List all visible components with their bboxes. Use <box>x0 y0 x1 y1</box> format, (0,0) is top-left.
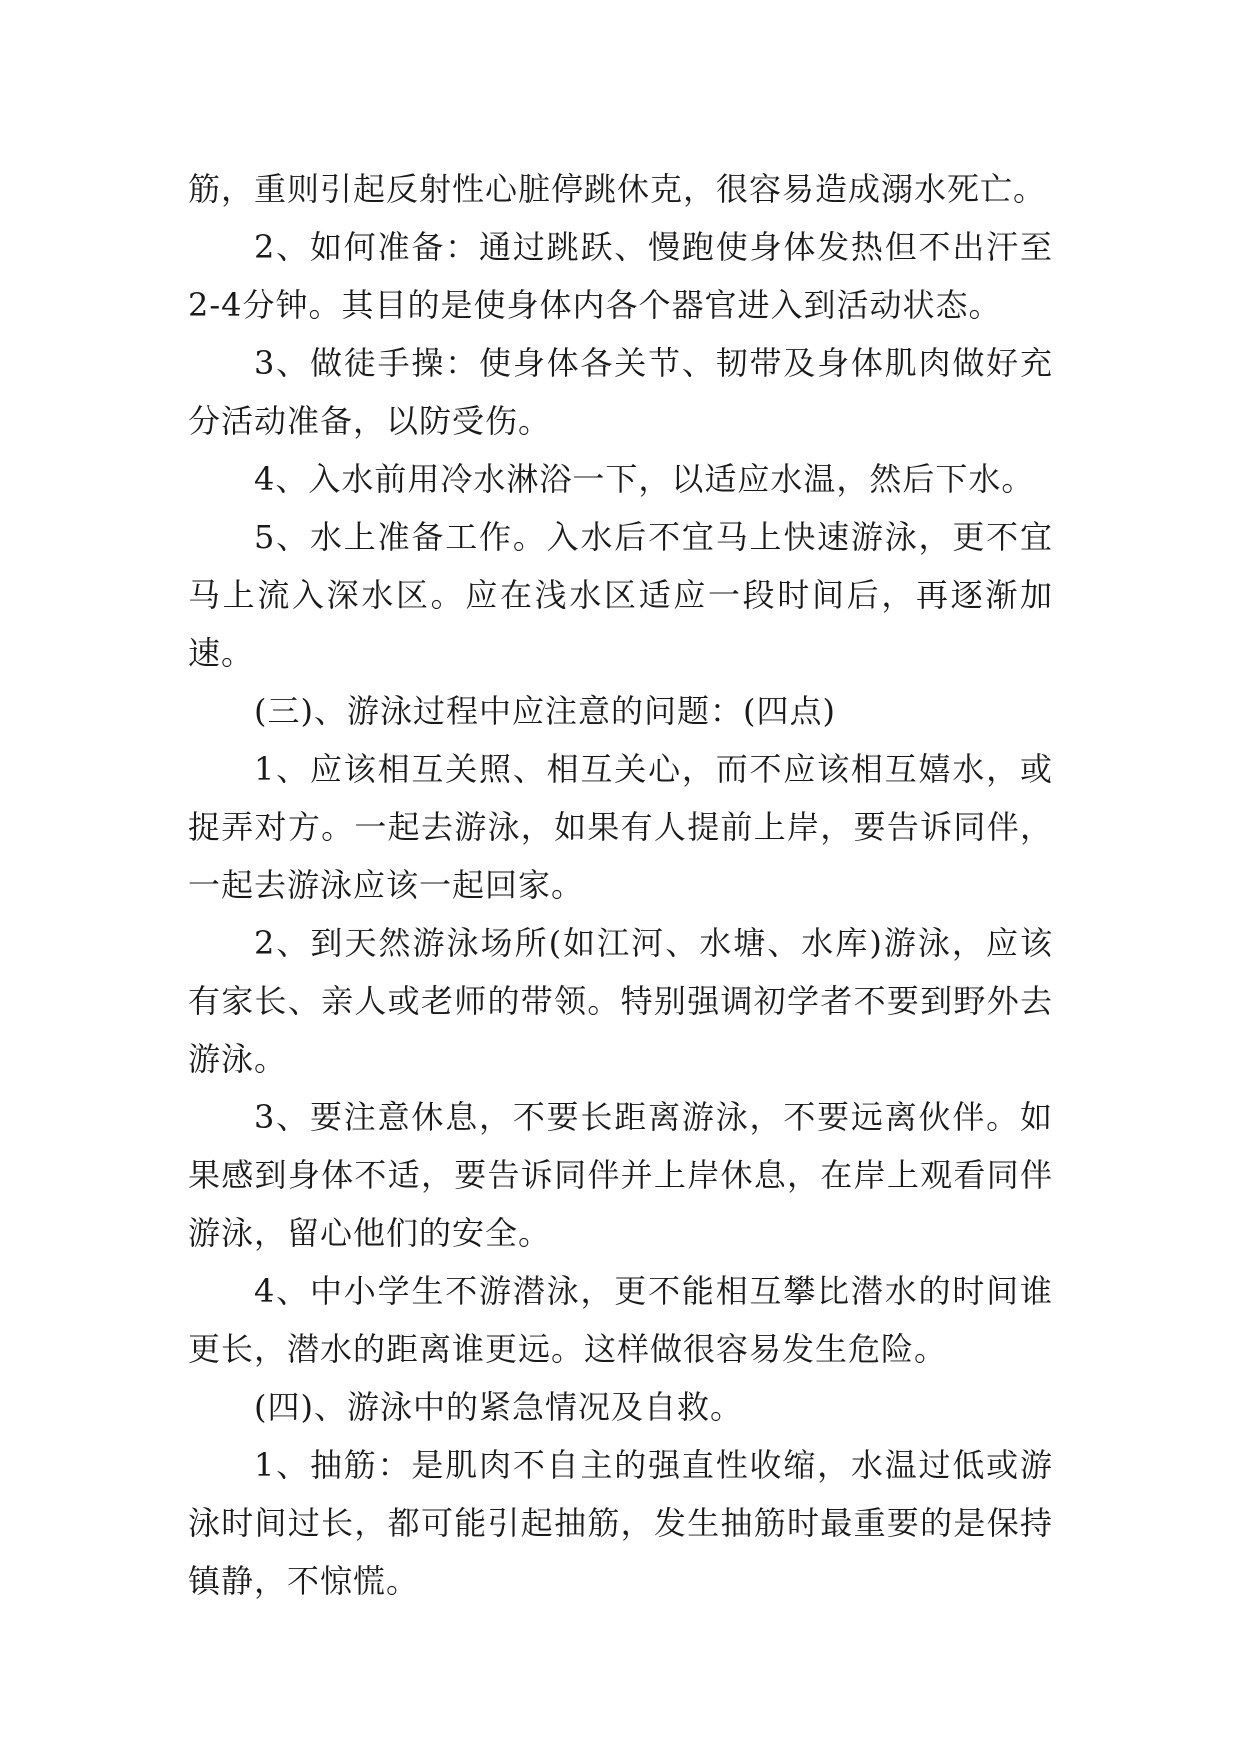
paragraph-item-3-calisthenics: 3、做徒手操：使身体各关节、韧带及身体肌肉做好充分活动准备，以防受伤。 <box>188 344 1053 440</box>
paragraph-item-5-water-prep: 5、水上准备工作。入水后不宜马上快速游泳，更不宜马上流入深水区。应在浅水区适应一段时间后，再逐渐加速。 <box>188 518 1053 672</box>
paragraph-item-4-shower: 4、入水前用冷水淋浴一下，以适应水温，然后下水。 <box>254 460 1035 498</box>
paragraph-item-4-diving: 4、中小学生不游潜泳，更不能相互攀比潜水的时间谁更长，潜水的距离谁更远。这样做很容易发生危险。 <box>188 1272 1053 1368</box>
paragraph-item-3-rest: 3、要注意休息，不要长距离游泳，不要远离伙伴。如果感到身体不适，要告诉同伴并上岸休息，在岸上观看同伴游泳，留心他们的安全。 <box>188 1098 1053 1252</box>
paragraph-item-2-preparation: 2、如何准备：通过跳跃、慢跑使身体发热但不出汗至2-4分钟。其目的是使身体内各个器官进入到活动状态。 <box>188 228 1053 324</box>
section-heading-3: (三)、游泳过程中应注意的问题：(四点) <box>254 692 836 730</box>
paragraph-continuation: 筋，重则引起反射性心脏停跳休克，很容易造成溺水死亡。 <box>188 170 1047 208</box>
paragraph-item-1-cramps: 1、抽筋：是肌肉不自主的强直性收缩，水温过低或游泳时间过长，都可能引起抽筋，发生抽筋时最重要的是保持镇静，不惊慌。 <box>188 1446 1053 1600</box>
section-heading-4: (四)、游泳中的紧急情况及自救。 <box>254 1388 743 1426</box>
paragraph-item-1-care: 1、应该相互关照、相互关心，而不应该相互嬉水，或捉弄对方。一起去游泳，如果有人提前上岸，要告诉同伴，一起去游泳应该一起回家。 <box>188 750 1053 904</box>
document-body <box>188 160 1053 1610</box>
paragraph-item-2-natural-venues: 2、到天然游泳场所(如江河、水塘、水库)游泳，应该有家长、亲人或老师的带领。特别强调初学者不要到野外去游泳。 <box>188 924 1053 1078</box>
